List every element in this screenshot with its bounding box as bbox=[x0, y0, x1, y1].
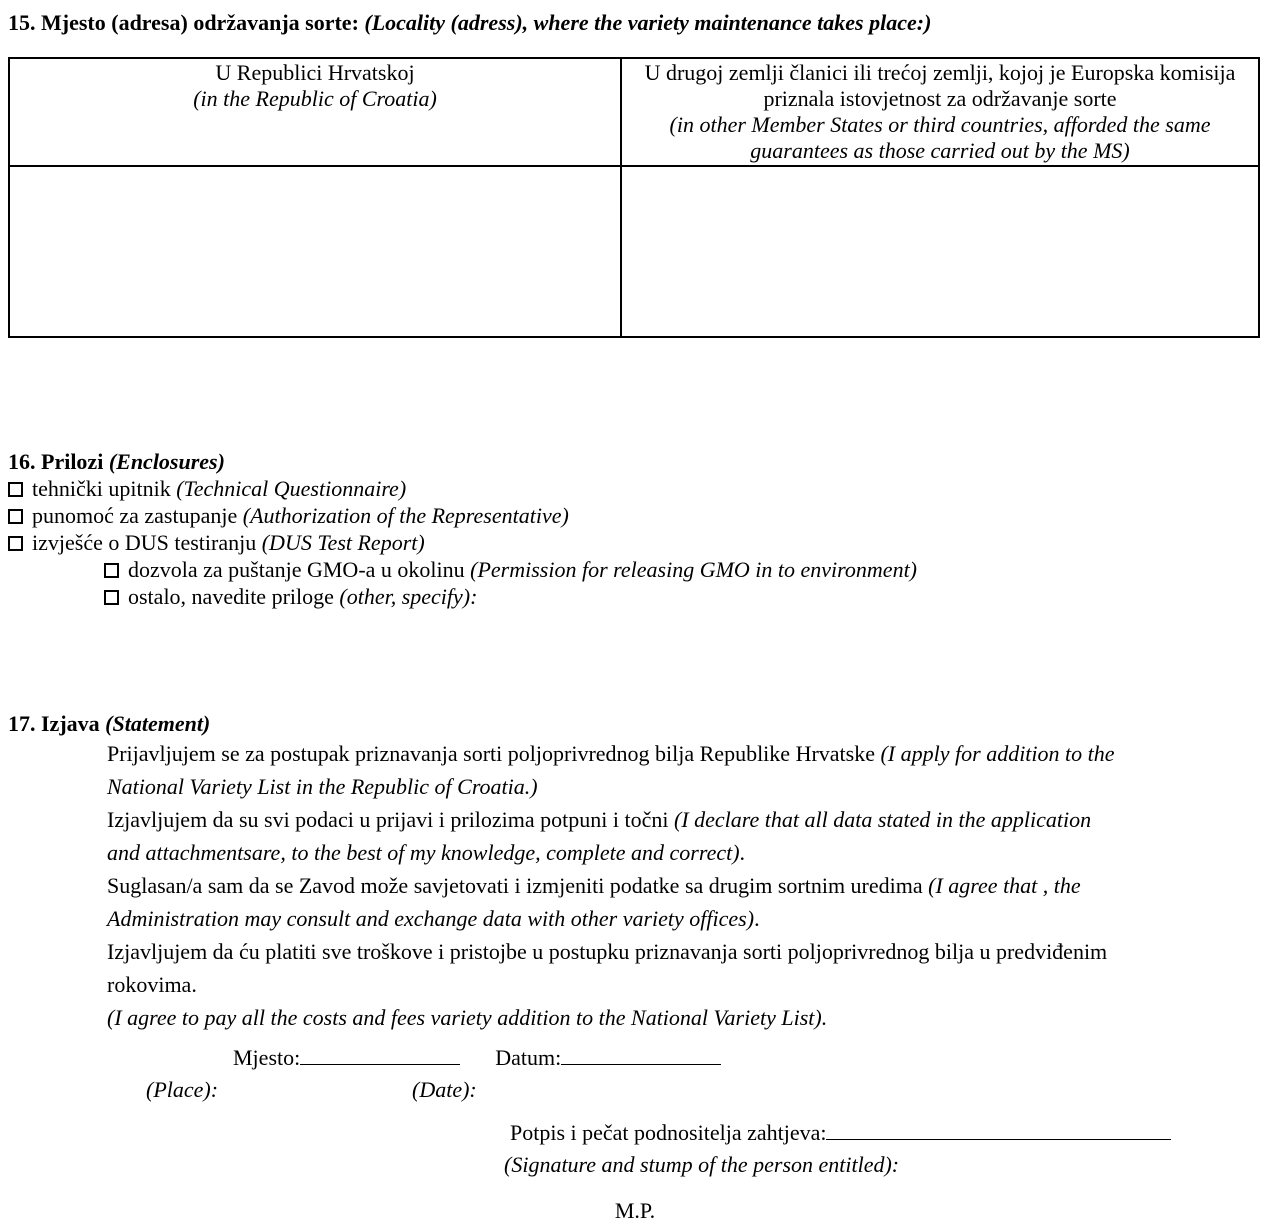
place-date-translation-row bbox=[8, 1074, 1262, 1106]
statement-text-en: (I declare that all data stated in the application and attachmentsare, to the best of my knowledge, complete and correct) bbox=[107, 807, 1092, 865]
maintenance-locality-table bbox=[8, 57, 1260, 338]
place-label: (Place): bbox=[146, 1077, 219, 1102]
signature-label: (Signature and stump of the person entitled): bbox=[504, 1152, 900, 1177]
section-15-heading bbox=[8, 10, 1262, 36]
enclosure-label: dozvola za puštanje GMO-a u okolinu bbox=[128, 557, 471, 582]
datum-fill-line[interactable] bbox=[561, 1045, 721, 1065]
header-croatia-en: (in the Republic of Croatia) bbox=[193, 86, 437, 111]
statement-paragraph-declare bbox=[107, 803, 1122, 869]
header-other-country-en: (in other Member States or third countries, afforded the same guarantees as those carried out by the MS) bbox=[669, 112, 1211, 163]
enclosure-label: ostalo, navedite priloge bbox=[128, 584, 340, 609]
enclosure-label: tehnički upitnik bbox=[32, 476, 177, 501]
statement-text-suffix: . bbox=[754, 906, 760, 931]
section-16-heading bbox=[8, 448, 1262, 475]
header-croatia-hr: U Republici Hrvatskoj bbox=[215, 60, 415, 85]
table-header-row bbox=[9, 58, 1259, 166]
enclosure-label-en: (Permission for releasing GMO in to environment) bbox=[470, 557, 918, 582]
header-other-country-hr: U drugoj zemlji članici ili trećoj zemlji, kojoj je Europska komisija priznala istovjetnost za održavanje sorte bbox=[644, 60, 1236, 111]
enclosure-item-dus-report bbox=[8, 529, 1262, 556]
enclosure-label: izvješće o DUS testiranju bbox=[32, 530, 262, 555]
signature-translation-row bbox=[504, 1149, 1262, 1181]
statement-text-hr: Izjavljujem da su svi podaci u prijavi i prilozima potpuni i točni bbox=[107, 807, 674, 832]
enclosure-label-en: (DUS Test Report) bbox=[261, 530, 425, 555]
mp-label: M.P. bbox=[614, 1198, 656, 1223]
statement-paragraph-agree-exchange bbox=[107, 869, 1122, 935]
statement-text-suffix: . bbox=[739, 840, 746, 865]
section-17-statement bbox=[8, 710, 1262, 1034]
section-16-title-en: (Enclosures) bbox=[108, 449, 225, 474]
statement-text-en: (I apply for addition to the National Variety List in the Republic of Croatia.) bbox=[107, 741, 1115, 799]
header-cell-croatia bbox=[9, 58, 621, 166]
enclosure-label: punomoć za zastupanje bbox=[32, 503, 243, 528]
table-input-row bbox=[9, 166, 1259, 337]
enclosure-label-en: (Authorization of the Representative) bbox=[242, 503, 569, 528]
statement-paragraph-pay-costs-en bbox=[107, 1001, 1122, 1034]
croatia-address-cell[interactable] bbox=[9, 166, 621, 337]
place-date-row bbox=[233, 1042, 1262, 1074]
mjesto-label: Mjesto: bbox=[233, 1045, 301, 1070]
statement-text-en: (I agree that , the Administration may consult and exchange data with other variety offices) bbox=[107, 873, 1081, 931]
header-cell-other-country bbox=[621, 58, 1259, 166]
enclosure-item-authorization bbox=[8, 502, 1262, 529]
stamp-place-row bbox=[8, 1198, 1262, 1224]
enclosure-label-en: (other, specify): bbox=[339, 584, 478, 609]
section-17-heading bbox=[8, 710, 1262, 737]
datum-label: Datum: bbox=[495, 1045, 562, 1070]
enclosure-item-gmo-permission bbox=[104, 556, 1262, 583]
statement-text-en: (I agree to pay all the costs and fees variety addition to the National Variety List). bbox=[107, 1005, 828, 1030]
statement-text-hr: Izjavljujem da ću platiti sve troškove i pristojbe u postupku priznavanja sorti poljoprivrednog bilja u predviđenim rokovima. bbox=[107, 939, 1108, 997]
section-16-title-hr: 16. Prilozi bbox=[8, 449, 109, 474]
section-16-enclosures bbox=[8, 448, 1262, 610]
enclosure-item-other bbox=[104, 583, 1262, 610]
checkbox-authorization[interactable] bbox=[8, 509, 23, 524]
section-15-title-hr: 15. Mjesto (adresa) održavanja sorte: bbox=[8, 10, 365, 35]
statement-text-hr: Prijavljujem se za postupak priznavanja sorti poljoprivrednog bilja Republike Hrvatske bbox=[107, 741, 881, 766]
other-country-address-cell[interactable] bbox=[621, 166, 1259, 337]
checkbox-gmo-permission[interactable] bbox=[104, 563, 119, 578]
potpis-fill-line[interactable] bbox=[826, 1120, 1171, 1140]
statement-text-hr: Suglasan/a sam da se Zavod može savjetovati i izmjeniti podatke sa drugim sortnim uredima bbox=[107, 873, 929, 898]
enclosure-item-technical-questionnaire bbox=[8, 475, 1262, 502]
mjesto-fill-line[interactable] bbox=[300, 1045, 460, 1065]
enclosure-label-en: (Technical Questionnaire) bbox=[176, 476, 407, 501]
signature-stamp-row bbox=[510, 1117, 1262, 1149]
statement-paragraph-pay-costs bbox=[107, 935, 1122, 1001]
section-17-title-en: (Statement) bbox=[105, 711, 211, 736]
checkbox-technical-questionnaire[interactable] bbox=[8, 482, 23, 497]
section-15-title-en: (Locality (adress), where the variety maintenance takes place:) bbox=[364, 10, 932, 35]
potpis-label: Potpis i pečat podnositelja zahtjeva: bbox=[510, 1120, 827, 1145]
statement-paragraph-apply bbox=[107, 737, 1122, 803]
checkbox-other[interactable] bbox=[104, 590, 119, 605]
date-label: (Date): bbox=[412, 1077, 477, 1102]
checkbox-dus-report[interactable] bbox=[8, 536, 23, 551]
section-17-title-hr: 17. Izjava bbox=[8, 711, 106, 736]
